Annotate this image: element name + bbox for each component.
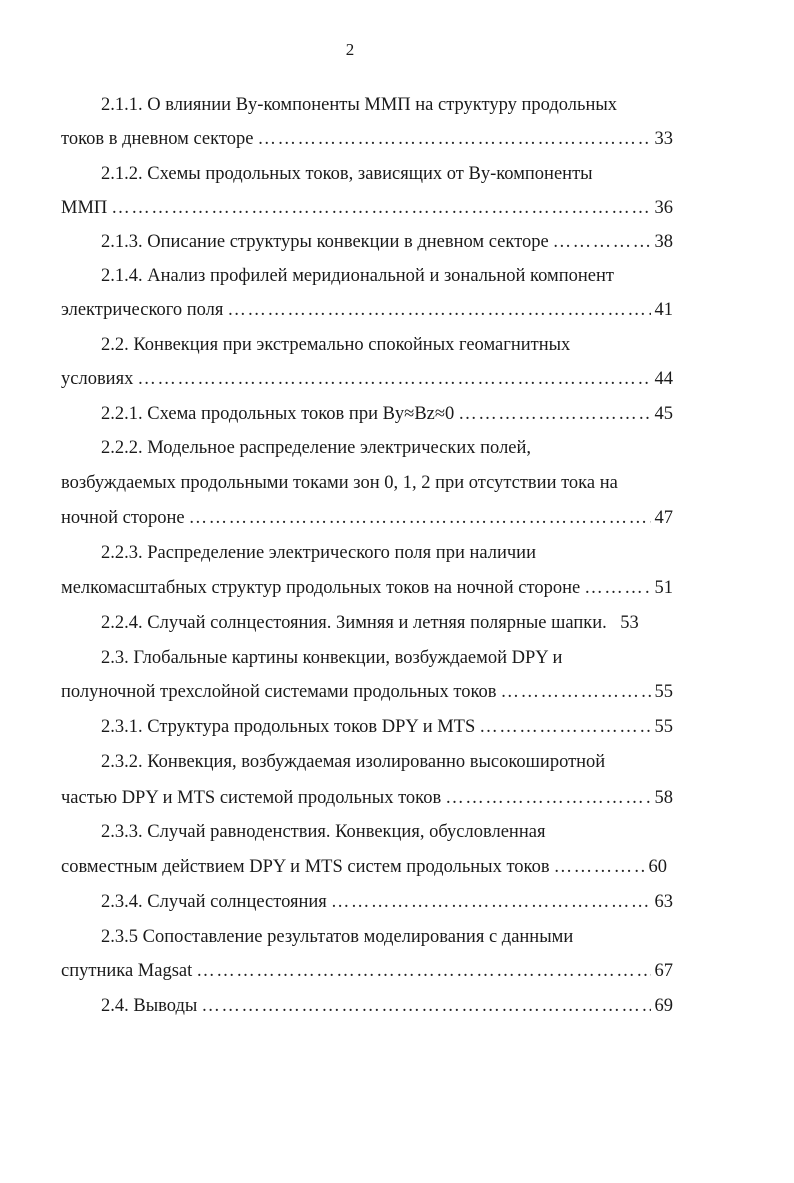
toc-entry-title: 2.1.2. Схемы продольных токов, зависящих от Bу-компоненты (101, 164, 593, 184)
toc-entry-text: 2.4. Выводы (101, 996, 198, 1016)
toc-entry-last-line (61, 576, 673, 600)
toc-entry-text: 2.3.1. Структура продольных токов DPY и MTS (101, 717, 476, 737)
dot-leader (454, 402, 651, 426)
toc-entry-title: 2.3.2. Конвекция, возбуждаемая изолированно высокоширотной (101, 752, 606, 772)
toc-page-number: 44 (654, 369, 673, 389)
dot-leader (549, 230, 651, 254)
toc-entry-text: частью DPY и MTS системой продольных токов (61, 788, 442, 808)
dot-leader (185, 506, 651, 530)
dot-leader (327, 890, 651, 914)
toc-entry-title: 2.3.3. Случай равноденствия. Конвекция, обусловленная (101, 822, 546, 842)
dot-leader (580, 576, 651, 600)
toc-entry-last-line (61, 786, 673, 810)
toc-entry-title: 2.2.3. Распределение электрического поля при наличии (101, 543, 536, 563)
dot-leader (107, 196, 651, 220)
toc-entry-text: полуночной трехслойной системами продольных токов (61, 682, 497, 702)
toc-entry-last-line (61, 680, 673, 704)
toc-entry-title: 2.1.1. О влиянии Bу-компоненты ММП на структуру продольных (101, 95, 618, 115)
toc-entry-text: 2.2.1. Схема продольных токов при Bу≈Bz≈0 (101, 404, 455, 424)
toc-page-number: 55 (654, 682, 673, 702)
dot-leader (197, 994, 651, 1018)
dot-leader (253, 127, 651, 151)
toc-entry-last-line (61, 506, 673, 530)
toc-entry-last-line (61, 855, 667, 879)
toc-entry-last-line (61, 959, 673, 983)
toc-entry-last-line (101, 402, 673, 426)
toc-entry-last-line (101, 230, 673, 254)
toc-entry-text: токов в дневном секторе (61, 129, 254, 149)
dot-leader (223, 298, 651, 322)
toc-page-number: 58 (654, 788, 673, 808)
toc-entry-text: условиях (61, 369, 134, 389)
toc-entry-text: совместным действием DPY и MTS систем продольных токов (61, 857, 550, 877)
toc-page-number: 69 (654, 996, 673, 1016)
toc-entry-title: 2.3.5 Сопоставление результатов моделирования с данными (101, 927, 574, 947)
toc-page-number: 41 (654, 300, 673, 320)
toc-entry-last-line (101, 890, 673, 914)
toc-entry-text: мелкомасштабных структур продольных токов на ночной стороне (61, 578, 581, 598)
toc-page-number: 60 (648, 857, 667, 877)
toc-entry-text: спутника Magsat (61, 961, 193, 981)
toc-entry-text: электрического поля (61, 300, 224, 320)
toc-page-number: 45 (654, 404, 673, 424)
dot-leader (133, 367, 651, 391)
toc-entry-last-line (61, 196, 673, 220)
toc-page-number: 67 (654, 961, 673, 981)
toc-page-number: 55 (654, 717, 673, 737)
dot-leader (192, 959, 651, 983)
toc-entry-last-line (101, 715, 673, 739)
toc-entry-text: 2.1.3. Описание структуры конвекции в дневном секторе (101, 232, 549, 252)
toc-entry-title: 2.2.2. Модельное распределение электрических полей, (101, 438, 532, 458)
toc-entry-last-line (101, 611, 673, 635)
toc-entry-last-line (101, 994, 673, 1018)
toc-page-number: 47 (654, 508, 673, 528)
toc-entry-title: 2.3. Глобальные картины конвекции, возбуждаемой DPY и (101, 648, 563, 668)
toc-page-number: 53 (620, 613, 639, 633)
toc-entry-title: 2.2. Конвекция при экстремально спокойных геомагнитных (101, 335, 571, 355)
toc-page-number: 51 (654, 578, 673, 598)
toc-entry-text: ММП (61, 198, 108, 218)
dot-leader (441, 786, 651, 810)
toc-entry-last-line (61, 367, 673, 391)
toc-page-number: 63 (654, 892, 673, 912)
toc-entry-text: 2.3.4. Случай солнцестояния (101, 892, 327, 912)
page-number: 2 (345, 40, 355, 59)
toc-entry-last-line (61, 127, 673, 151)
toc-entry-text: 2.2.4. Случай солнцестояния. Зимняя и летняя полярные шапки. (101, 613, 607, 633)
toc-page-number: 36 (654, 198, 673, 218)
dot-leader (550, 855, 645, 879)
toc-page-number: 38 (654, 232, 673, 252)
toc-entry-last-line (61, 298, 673, 322)
dot-leader (475, 715, 651, 739)
toc-entry-text: ночной стороне (61, 508, 185, 528)
toc-entry-title-cont: возбуждаемых продольными токами зон 0, 1, 2 при отсутствии тока на (61, 473, 618, 493)
toc-entry-title: 2.1.4. Анализ профилей меридиональной и зональной компонент (101, 266, 614, 286)
toc-page-number: 33 (654, 129, 673, 149)
dot-leader (496, 680, 651, 704)
